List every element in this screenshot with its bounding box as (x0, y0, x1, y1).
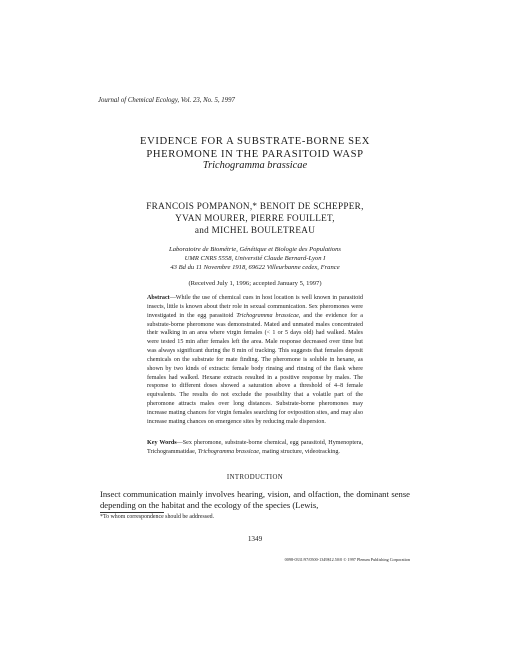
footnote-rule (100, 512, 164, 513)
authors-line-1: FRANCOIS POMPANON,* BENOIT DE SCHEPPER, (146, 201, 364, 211)
abstract-label: Abstract (147, 295, 170, 301)
affiliation-line-1: Laboratoire de Biométrie, Génétique et Biologie des Populations (169, 246, 341, 253)
authors-line-3: and MICHEL BOULETREAU (194, 225, 316, 235)
journal-citation: Journal of Chemical Ecology, Vol. 23, No. 5, 1997 (98, 97, 235, 104)
abstract-species: Trichogramma brassicae (236, 312, 299, 319)
keywords-text-b: , mating structure, videotracking. (259, 448, 340, 455)
abstract (147, 294, 363, 427)
keywords-label: Key Words (147, 440, 177, 446)
received-dates: (Received July 1, 1996; accepted January 5, 1997) (188, 280, 322, 287)
abstract-text-b: , and the evidence for a substrate-borne pheromone was demonstrated. Mated and unmated males concentrated their walking in an area where virgin females (< 1 or 5 days old) had walked. Males were tested 15 min after females left the area. Male response decreased over time but was always significant during the 8 min of tracking. This suggests that females deposit chemicals on the substrate for mate finding. The pheromone is soluble in hexane, as shown by two kinds of extracts: female body rinsing and rinsing of the flask where females had walked. Hexane extracts resulted in a positive response by males. The response to different doses showed a saturation above a threshold of 4–8 female equivalents. The results do not exclude the possibility that a volatile part of the pheromone attracts males over long distances. Substrate-borne pheromones may increase mating chances for virgin females searching for oviposition sites, and may also increase mating chances on emergence sites by reducing male dispersion. (147, 312, 363, 425)
affiliation-line-2: UMR CNRS 5558, Université Claude Bernard-Lyon I (184, 255, 326, 262)
article-title-line-1: EVIDENCE FOR A SUBSTRATE-BORNE SEX (140, 136, 370, 147)
keywords-text-a: —Sex pheromone, substrate-borne chemical, egg parasitoid, Hymenoptera, Trichogrammatidae, (147, 440, 363, 455)
keywords-species: Trichogramma brassicae (197, 448, 260, 455)
page-number: 1349 (247, 535, 263, 543)
abstract-text-a: —While the use of chemical cues in host location is well known in parasitoid insects, little is known about their role in sexual communication. Sex pheromones were investigated in the egg parasitoid (147, 295, 363, 319)
article-title-species: Trichogramma brassicae (202, 160, 308, 171)
introduction-paragraph: Insect communication mainly involves hearing, vision, and olfaction, the dominant sense depending on the habitat and the ecology of the species (Lewis, (100, 489, 410, 511)
introduction-heading: INTRODUCTION (226, 474, 284, 481)
affiliation-line-3: 43 Bd du 11 Novembre 1918, 69622 Villeurbanne cedex, France (170, 264, 340, 271)
copyright-line: 0098-0331/97/0500-1349$12.50/0 © 1997 Plenum Publishing Corporation (284, 557, 410, 562)
article-title-line-2: PHEROMONE IN THE PARASITOID WASP (146, 149, 364, 160)
footnote: *To whom correspondence should be addressed. (100, 514, 215, 520)
keywords (147, 439, 363, 457)
authors-line-2: YVAN MOURER, PIERRE FOUILLET, (175, 213, 335, 223)
